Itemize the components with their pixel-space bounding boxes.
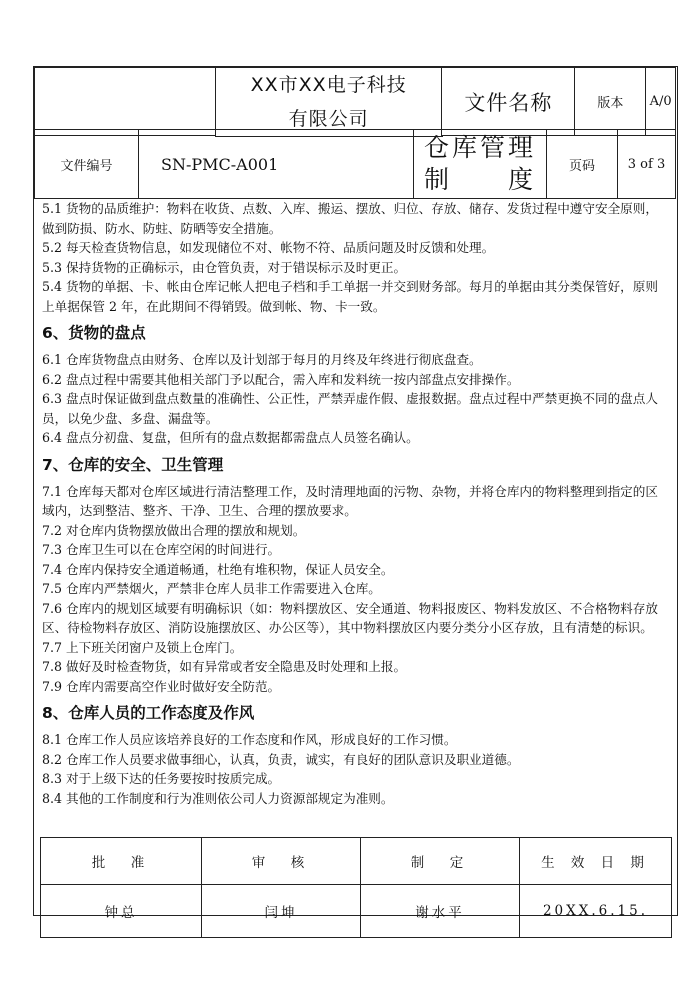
paragraph: 7.9 仓库内需要高空作业时做好安全防范。 <box>42 678 281 694</box>
document-header-table <box>34 67 676 137</box>
paragraph: 5.3 保持货物的正确标示，由仓管负责，对于错误标示及时更正。 <box>42 259 407 275</box>
paragraph: 7.4 仓库内保持安全通道畅通，杜绝有堆积物，保证人员安全。 <box>42 561 394 577</box>
paragraph: 8.1 仓库工作人员应该培养良好的工作态度和作风，形成良好的工作习惯。 <box>42 732 457 747</box>
doc-no-label: 文件编号 <box>35 130 139 199</box>
paragraph: 7.1 仓库每天都对仓库区域进行清洁整理工作，及时清理地面的污物、杂物，并将仓库内的物料整理到指定的区域内，达到整洁、整齐、干净、卫生、合理的摆放要求。 <box>42 483 658 518</box>
document-header-row2 <box>34 129 676 199</box>
version-label: 版本 <box>575 68 646 136</box>
doc-title <box>414 130 547 199</box>
paragraph: 7.5 仓库内严禁烟火，严禁非仓库人员非工作需要进入仓库。 <box>42 581 381 596</box>
effective-date-label: 生 效 日 期 <box>520 838 672 885</box>
paragraph: 7.8 做好及时检查物货，如有异常或者安全隐患及时处理和上报。 <box>42 659 407 674</box>
company-name <box>216 68 442 137</box>
paragraph: 8.2 仓库工作人员要求做事细心，认真，负责，诚实，有良好的团队意识及职业道德。 <box>42 751 520 767</box>
paragraph: 7.3 仓库卫生可以在仓库空闲的时间进行。 <box>42 542 281 557</box>
blank-cell <box>35 68 216 136</box>
section-heading: 8、仓库人员的工作态度及作风 <box>42 704 255 722</box>
doc-no-value: SN-PMC-A001 <box>139 130 414 199</box>
page-label: 页码 <box>547 130 618 199</box>
company-name-line2: 有限公司 <box>288 108 369 130</box>
version-value: A/0 <box>646 68 676 136</box>
paragraph: 8.3 对于上级下达的任务要按时按质完成。 <box>42 771 281 786</box>
paragraph: 6.1 仓库货物盘点由财务、仓库以及计划部于每月的月终及年终进行彻底盘查。 <box>42 352 482 367</box>
paragraph: 5.4 货物的单据、卡、帐由仓库记帐人把电子档和手工单据一并交到财务部。每月的单据由其分类保管好，原则上单据保管 2 年，在此期间不得销毁。做到帐、物、卡一致。 <box>42 279 658 314</box>
page-value: 3 of 3 <box>618 130 676 199</box>
doc-title-line2: 制 度 <box>423 165 536 194</box>
document-frame <box>33 66 678 921</box>
paragraph: 7.7 上下班关闭窗户及锁上仓库门。 <box>42 639 243 655</box>
paragraph: 5.1 货物的品质维护：物料在收货、点数、入库、搬运、摆放、归位、存放、储存、发货过程中遵守安全原则，做到防损、防水、防蛀、防晒等安全措施。 <box>42 201 658 236</box>
paragraph: 6.2 盘点过程中需要其他相关部门予以配合，需入库和发料统一按内部盘点安排操作。 <box>42 371 520 387</box>
company-name-line1: XX市XX电子科技 <box>250 74 407 96</box>
paragraph: 7.6 仓库内的规划区域要有明确标识（如：物料摆放区、安全通道、物料报废区、物料发放区、不合格物料存放区、待检物料存放区、消防设施摆放区、办公区等），其中物料摆放区内要分类分小区存放，且有清楚的标识。 <box>42 600 658 635</box>
section-heading: 6、货物的盘点 <box>42 324 146 342</box>
paragraph: 6.3 盘点时保证做到盘点数量的准确性、公正性，严禁弄虚作假、虚报数据。盘点过程中严禁更换不同的盘点人员，以免少盘、多盘、漏盘等。 <box>42 391 658 426</box>
prepare-label: 制 定 <box>361 838 520 885</box>
signoff-table <box>40 837 672 938</box>
review-value: 闫坤 <box>202 885 361 938</box>
review-label: 审 核 <box>202 838 361 885</box>
paragraph: 5.2 每天检查货物信息，如发现储位不对、帐物不符、品质问题及时反馈和处理。 <box>42 240 495 255</box>
paragraph: 8.4 其他的工作制度和行为准则依公司人力资源部规定为准则。 <box>42 790 394 806</box>
doc-title-line1: 仓库管理 <box>423 133 536 162</box>
doc-name-label: 文件名称 <box>442 68 575 136</box>
approve-value: 钟总 <box>41 885 202 938</box>
section-heading: 7、仓库的安全、卫生管理 <box>42 455 224 474</box>
prepare-value: 谢水平 <box>361 885 520 938</box>
approve-label: 批 准 <box>41 838 202 885</box>
effective-date-value: 20XX.6.15. <box>520 885 672 938</box>
paragraph: 6.4 盘点分初盘、复盘，但所有的盘点数据都需盘点人员签名确认。 <box>42 430 419 445</box>
document-body <box>42 199 670 808</box>
paragraph: 7.2 对仓库内货物摆放做出合理的摆放和规划。 <box>42 522 306 538</box>
